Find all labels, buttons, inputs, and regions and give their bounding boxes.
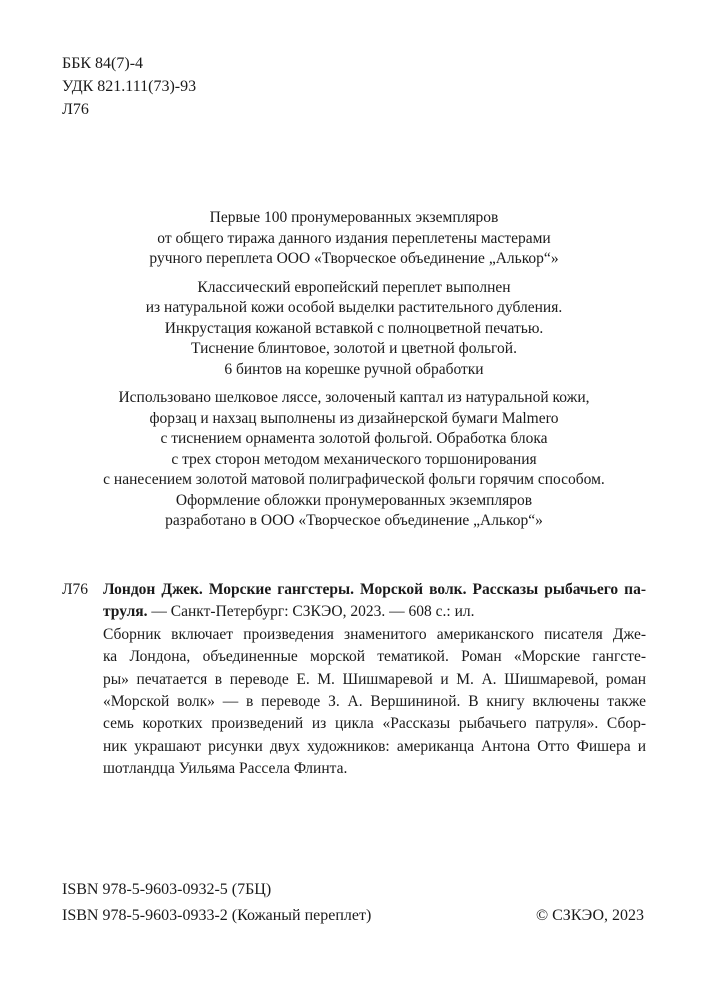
edition-line: с трех сторон методом механического торшонирования — [171, 450, 537, 468]
catalog-code: Л76 — [62, 581, 89, 598]
catalog-title-end: труля. — [103, 603, 148, 621]
isbn-line: ISBN 978-5-9603-0932-5 (7БЦ) — [62, 881, 272, 898]
catalog-title-line: Лондон Джек. Морские гангстеры. Морской волк. Рассказы рыбачьего па- — [103, 581, 646, 598]
annotation-line: семь коротких произведений из цикла «Рассказы рыбачьего патруля». Сбор- — [103, 715, 646, 733]
edition-line: с тиснением орнамента золотой фольгой. Обработка блока — [160, 430, 548, 447]
edition-line: разработано в ООО «Творческое объединение „Алькор“» — [165, 512, 543, 529]
edition-line: Первые 100 пронумерованных экземпляров — [209, 209, 499, 226]
edition-line: Использовано шелковое ляссе, золоченый каптал из натуральной кожи, — [118, 389, 590, 406]
annotation-line: шотландца Уильяма Рассела Флинта. — [103, 760, 348, 778]
edition-line: Тиснение блинтовое, золотой и цветной фольгой. — [191, 340, 517, 357]
catalog-title-line — [103, 601, 646, 623]
edition-line: ручного переплета ООО «Творческое объединение „Алькор“» — [149, 250, 559, 267]
classification-block — [62, 52, 196, 121]
edition-line: 6 бинтов на корешке ручной обработки — [224, 360, 484, 378]
isbn-line: ISBN 978-5-9603-0933-2 (Кожаный переплет) — [62, 907, 372, 924]
edition-paragraph-3 — [40, 388, 668, 532]
annotation-line: ник украшают рисунки двух художников: американца Антона Отто Фишера и — [103, 737, 646, 755]
udk-code: УДК 821.111(73)-93 — [62, 78, 197, 95]
bbk-code: ББК 84(7)-4 — [62, 55, 144, 72]
edition-paragraph-1 — [40, 208, 668, 270]
edition-line: из натуральной кожи особой выделки растительного дубления. — [145, 299, 563, 316]
annotation-line: «Морской волк» — в переводе З. А. Вершининой. В книгу включены также — [103, 693, 646, 711]
edition-line: от общего тиража данного издания переплетены мастерами — [157, 229, 551, 247]
edition-line: Оформление обложки пронумерованных экземпляров — [175, 491, 533, 509]
catalog-imprint: — Санкт-Петербург: СЗКЭО, 2023. — 608 с.: ил. — [147, 603, 475, 621]
annotation-line: Сборник включает произведения знаменитого американского писателя Дже- — [103, 625, 646, 643]
isbn-block — [62, 877, 371, 929]
edition-line: Инкрустация кожаной вставкой с полноцветной печатью. — [164, 319, 544, 337]
author-mark: Л76 — [62, 101, 89, 118]
edition-notes — [40, 208, 668, 540]
annotation-line: ка Лондона, объединенные морской тематикой. Роман «Морские гангсте- — [103, 648, 646, 666]
edition-line: Классический европейский переплет выполнен — [197, 278, 511, 296]
catalog-description — [103, 579, 646, 781]
catalog-entry — [62, 579, 646, 781]
edition-line: с нанесением золотой матовой полиграфической фольги горячим способом. — [103, 471, 605, 488]
annotation-line: ры» печатается в переводе Е. М. Шишмаревой и М. А. Шишмаревой, роман — [103, 670, 646, 688]
edition-line: форзац и нахзац выполнены из дизайнерской бумаги Malmero — [149, 409, 559, 427]
copyright-notice: © СЗКЭО, 2023 — [535, 907, 644, 924]
edition-paragraph-2 — [40, 278, 668, 381]
